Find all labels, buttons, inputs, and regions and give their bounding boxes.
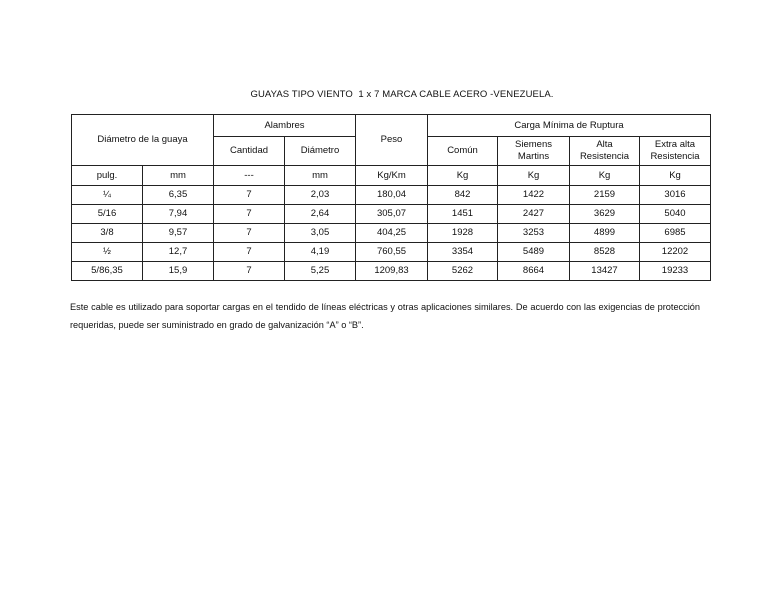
table-cell: 5,25 [285,262,356,281]
table-cell: 3629 [570,205,640,224]
table-cell: 3016 [640,186,711,205]
table-cell: 12,7 [143,243,214,262]
table-cell: 19233 [640,262,711,281]
table-cell: 404,25 [356,224,428,243]
table-cell: ½ [72,243,143,262]
table-cell: 2427 [498,205,570,224]
table-cell: 7 [214,243,285,262]
table-cell: 12202 [640,243,711,262]
table-cell: 9,57 [143,224,214,243]
unit-cell: mm [285,166,356,186]
table-cell: 5040 [640,205,711,224]
table-cell: 7,94 [143,205,214,224]
table-cell: 13427 [570,262,640,281]
table-cell: 842 [428,186,498,205]
unit-cell: mm [143,166,214,186]
table-cell: 3354 [428,243,498,262]
header-alta-resistencia [570,137,640,166]
table-cell: 3/8 [72,224,143,243]
header-cantidad: Cantidad [214,137,285,166]
table-cell: 1209,83 [356,262,428,281]
table-cell: 3,05 [285,224,356,243]
table-cell: 1928 [428,224,498,243]
table-cell: 6985 [640,224,711,243]
table-cell: 3253 [498,224,570,243]
unit-cell: pulg. [72,166,143,186]
units-row [72,166,711,186]
header-siemens-line1: Siemens [515,139,552,150]
unit-cell: Kg [428,166,498,186]
unit-cell: Kg [570,166,640,186]
table-cell: 7 [214,262,285,281]
table-cell: 6,35 [143,186,214,205]
table-cell: 4899 [570,224,640,243]
table-cell: 7 [214,205,285,224]
unit-cell: Kg/Km [356,166,428,186]
table-cell: 305,07 [356,205,428,224]
header-alta-line1: Alta [596,139,613,150]
header-diametro-guaya: Diámetro de la guaya [72,115,214,166]
table-cell: 2159 [570,186,640,205]
table-cell: 4,19 [285,243,356,262]
header-alambres: Alambres [214,115,356,137]
table-cell: 760,55 [356,243,428,262]
table-cell: 7 [214,224,285,243]
table-cell: 1451 [428,205,498,224]
header-extra-alta-resistencia [640,137,711,166]
header-siemens-martins [498,137,570,166]
specifications-table [71,114,711,281]
table-cell: 5/16 [72,205,143,224]
page-title: GUAYAS TIPO VIENTO 1 x 7 MARCA CABLE ACERO -VENEZUELA. [250,89,554,100]
table-cell: 2,64 [285,205,356,224]
header-siemens-line2: Martins [517,151,550,162]
table-cell: 180,04 [356,186,428,205]
header-alta-line2: Resistencia [579,151,630,162]
table-cell: 5/86,35 [72,262,143,281]
table-row [72,186,711,205]
table-cell: 5489 [498,243,570,262]
table-cell: 2,03 [285,186,356,205]
table-cell: 8664 [498,262,570,281]
table-cell: 8528 [570,243,640,262]
header-carga-minima: Carga Mínima de Ruptura [428,115,711,137]
table-cell: 5262 [428,262,498,281]
header-extra-line1: Extra alta [654,139,696,150]
table-row [72,224,711,243]
unit-cell: Kg [640,166,711,186]
unit-cell: Kg [498,166,570,186]
header-comun: Común [428,137,498,166]
header-diametro-alambre: Diámetro [285,137,356,166]
header-extra-line2: Resistencia [650,151,700,162]
unit-cell: --- [214,166,285,186]
table-row [72,205,711,224]
table-cell: ¼ [72,186,143,205]
table-cell: 7 [214,186,285,205]
table-row [72,262,711,281]
header-peso: Peso [356,115,428,166]
note-paragraph: Este cable es utilizado para soportar cargas en el tendido de líneas eléctricas y otras aplicaciones similares. De acuerdo con las exigencias de protección requeridas, puede ser suministrado en grado de galvanización “A” o “B”. [70,302,700,331]
table-cell: 15,9 [143,262,214,281]
table-cell: 1422 [498,186,570,205]
table-row [72,243,711,262]
